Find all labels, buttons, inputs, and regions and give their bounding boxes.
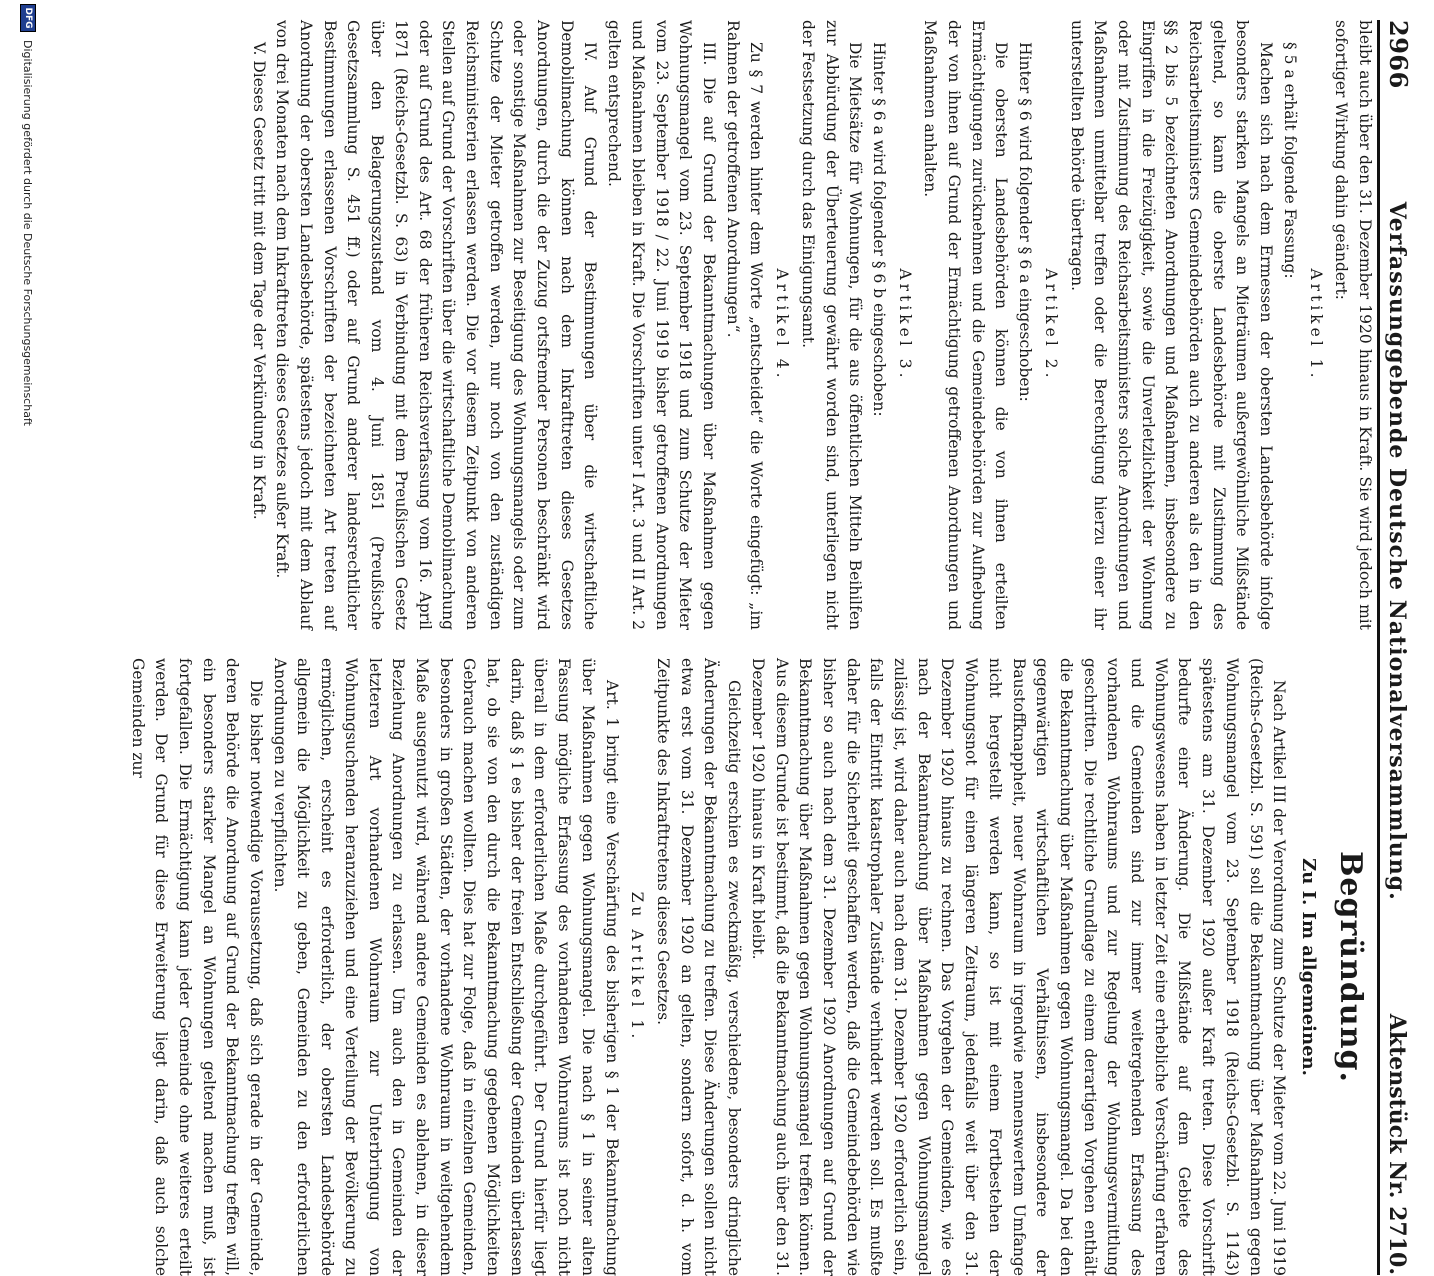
- paragraph: Die Mietsätze für Wohnungen, für die aus öffentlichen Mitteln Beihilfen zur Abbürdung der Überteuerung gewährt worden sind, unterliegen nicht der Festsetzung durch das Einigungsamt.: [798, 20, 865, 630]
- page-number: 2966: [1384, 20, 1413, 89]
- section-title: Begründung.: [1333, 851, 1368, 1083]
- section-heading: Zu I. Im allgemeinen.: [1298, 858, 1319, 1076]
- document-reference: Aktenstück Nr. 2710.: [1384, 1013, 1410, 1275]
- paragraph: Machen sich nach dem Ermessen der obersten Landesbehörde infolge besonders starken Mangels an Mieträumen außergewöhnliche Mißstände geltend, so kann die oberste Landesbehörde mit Zustimmung des Reichsarbeitsministers Gemeindebehörden auch zu anderen als den in den §§ 2 bis 5 bezeichneten Anordnungen und Maßnahmen, insbesondere zu Eingriffen in die Freizügigkeit, sowie die Unverletzlichkeit der Wohnung oder mit Zustimmung des Reichsarbeitsministers solche Anordnungen und Maßnahmen unmittelbar treffen oder die Berechtigung hierzu einer ihr unterstellten Behörde übertragen.: [1067, 20, 1276, 630]
- credit-text: Digitalisierung gefördert durch die Deutsche Forschungsgemeinschaft: [21, 40, 35, 426]
- paragraph: Zu § 7 werden hinter dem Worte „entscheidet“ die Worte eingefügt: „im Rahmen der getroffenen Anordnungen“.: [723, 20, 766, 630]
- article-heading: Zu Artikel 1.: [628, 891, 647, 1043]
- paragraph: V. Dieses Gesetz tritt mit dem Tage der Verkündung in Kraft.: [249, 42, 268, 520]
- paragraph: Die bisher notwendige Voraussetzung, daß sich gerade in der Gemeinde, deren Behörde die Anordnung auf Grund der Bekanntmachung treffen will, ein besonders starker Mangel an Wohnungen geltend machen muß, ist fortgefallen. Die Ermächtigung kann jeder Gemeinde ohne weiteres erteilt werden. Der Grund für diese Erweiterung liegt darin, daß auch solche Gemeinden zur: [128, 658, 266, 1276]
- paragraph: III. Die auf Grund der Bekanntmachungen über Maßnahmen gegen Wohnungsmangel vom 23. September 1918 und zum Schutze der Mieter vom 23. September 1918 / 22. Juni 1919 bisher getroffenen Anordnungen und Maßnahmen bleiben in Kraft. Die Vorschriften unter I Art. 3 und II Art. 2 gelten entsprechend.: [605, 20, 719, 630]
- article-heading: Artikel 4.: [773, 268, 792, 382]
- page-header: [1377, 20, 1426, 1275]
- running-title: Verfassunggebende Deutsche Nationalversammlung.: [1384, 201, 1410, 901]
- left-column: [246, 20, 1376, 630]
- article-heading: Artikel 1.: [1306, 268, 1325, 382]
- paragraph: Art. 1 bringt eine Verschärfung des bisherigen § 1 der Bekanntmachung über Maßnahmen gegen Wohnungsmangel. Die nach § 1 in seiner alten Fassung mögliche Erfassung des vorhandenen Wohnraums ist noch nicht überall in dem erforderlichen Maße durchgeführt. Der Grund hierfür liegt darin, daß § 1 es bisher der freien Entschließung der Gemeinden überlassen hat, ob sie von den durch die Bekanntmachung gegebenen Möglichkeiten Gebrauch machen wollten. Dies hat zur Folge, daß in einzelnen Gemeinden, besonders in großen Städten, der vorhandene Wohnraum in weitgehendem Maße ausgenutzt wird, während andere Gemeinden es ablehnen, in dieser Beziehung Anordnungen zu erlassen. Um auch den in Gemeinden der letzteren Art vorhandenen Wohnraum zur Unterbringung von Wohnungsuchenden heranzuziehen und eine Verteilung der Bevölkerung zu ermöglichen, erscheint es erforderlich, der obersten Landesbehörde allgemein die Möglichkeit zu geben, Gemeinden zu den erforderlichen Anordnungen zu verpflichten.: [270, 658, 621, 1276]
- paragraph: Die obersten Landesbehörden können die von ihnen erteilten Ermächtigungen zurücknehmen und die Gemeindebehörden zur Aufhebung der von ihnen auf Grund der Ermächtigung getroffenen Anordnungen und Maßnahmen anhalten.: [921, 20, 1011, 630]
- dfg-logo: DFG: [20, 4, 36, 32]
- paragraph: § 5 a erhält folgende Fassung:: [1280, 42, 1299, 279]
- digitization-credit: [17, 0, 39, 1004]
- paragraph: Hinter § 6 a wird folgender § 6 b eingeschoben:: [869, 42, 888, 417]
- article-heading: Artikel 3.: [895, 268, 914, 382]
- article-heading: Artikel 2.: [1041, 268, 1060, 382]
- paragraph: Gleichzeitig erschien es zweckmäßig, verschiedene, besonders dringliche Änderungen der Bekanntmachung zu treffen. Diese Änderungen sollen nicht etwa erst vom 31. Dezember 1920 an gelten, sondern sofort, d. h. vom Zeitpunkte des Inkrafttretens dieses Gesetzes.: [654, 658, 744, 1276]
- paragraph: Hinter § 6 wird folgender § 6 a eingeschoben:: [1016, 42, 1035, 402]
- paragraph: Nach Artikel III der Verordnung zum Schutze der Mieter vom 22. Juni 1919 (Reichs-Gesetzbl. S. 591) soll die Bekanntmachung über Maßnahmen gegen Wohnungsmangel vom 23. September 1918 (Reichs-Gesetzbl. S. 1143) spätestens am 31. Dezember 1920 außer Kraft treten. Diese Vorschrift bedurfte einer Änderung. Die Mißstände auf dem Gebiete des Wohnungswesens haben in letzter Zeit eine erhebliche Verschärfung erfahren und die Gemeinden sind zur immer weitergehenden Erfassung des vorhandenen Wohnraums und zur Regelung der Wohnungsvermittlung geschritten. Die rechtliche Grundlage zu einem derartigen Vorgehen enthält die Bekanntmachung über Maßnahmen gegen Wohnungsmangel. Da bei den gegenwärtigen wirtschaftlichen Verhältnissen, insbesondere der Baustoffknappheit, neuer Wohnraum in irgendwie nennenswertem Umfange nicht hergestellt werden kann, so ist mit einem Fortbestehen der Wohnungsnot für einen längeren Zeitraum, jedenfalls weit über den 31. Dezember 1920 hinaus zu rechnen. Das Vorgehen der Gemeinden, wie es nach der Bekanntmachung über Maßnahmen gegen Wohnungsmangel zulässig ist, wird daher auch nach dem 31. Dezember 1920 erforderlich sein, falls der Eintritt katastrophaler Zustände verhindert werden soll. Es mußte daher für die Sicherheit geschaffen werden, daß die Gemeindebehörden wie bisher so auch nach dem 31. Dezember 1920 Anordnungen auf Grund der Bekanntmachung über Maßnahmen gegen Wohnungsmangel treffen können. Aus diesem Grunde ist bestimmt, daß die Bekanntmachung auch über den 31. Dezember 1920 hinaus in Kraft bleibt.: [748, 658, 1289, 1276]
- paragraph: IV. Auf Grund der Bestimmungen über die wirtschaftliche Demobilmachung können nach dem Inkrafttreten dieses Gesetzes Anordnungen, durch die der Zuzug ortsfremder Personen beschränkt wird oder sonstige Maßnahmen zur Beseitigung des Wohnungsmangels oder zum Schutze der Mieter getroffen werden, nur noch von den zuständigen Reichsministerien erlassen werden. Die vor diesem Zeitpunkt von anderen Stellen auf Grund der Vorschriften über die wirtschaftliche Demobilmachung oder auf Grund des Art. 68 der früheren Reichsverfassung vom 16. April 1871 (Reichs-Gesetzbl. S. 63) in Verbindung mit dem Preußischen Gesetz über den Belagerungszustand vom 4. Juni 1851 (Preußische Gesetzsammlung S. 451 ff.) oder auf Grund anderer landesrechtlicher Bestimmungen erlassenen Vorschriften der bezeichneten Art treten auf Anordnung der obersten Landesbehörde, spätestens jedoch mit dem Ablauf von drei Monaten nach dem Inkrafttreten dieses Gesetzes außer Kraft.: [273, 20, 600, 630]
- paragraph: bleibt auch über den 31. Dezember 1920 hinaus in Kraft. Sie wird jedoch mit sofortiger Wirkung dahin geändert:: [1332, 20, 1374, 630]
- right-column: [125, 658, 1376, 1276]
